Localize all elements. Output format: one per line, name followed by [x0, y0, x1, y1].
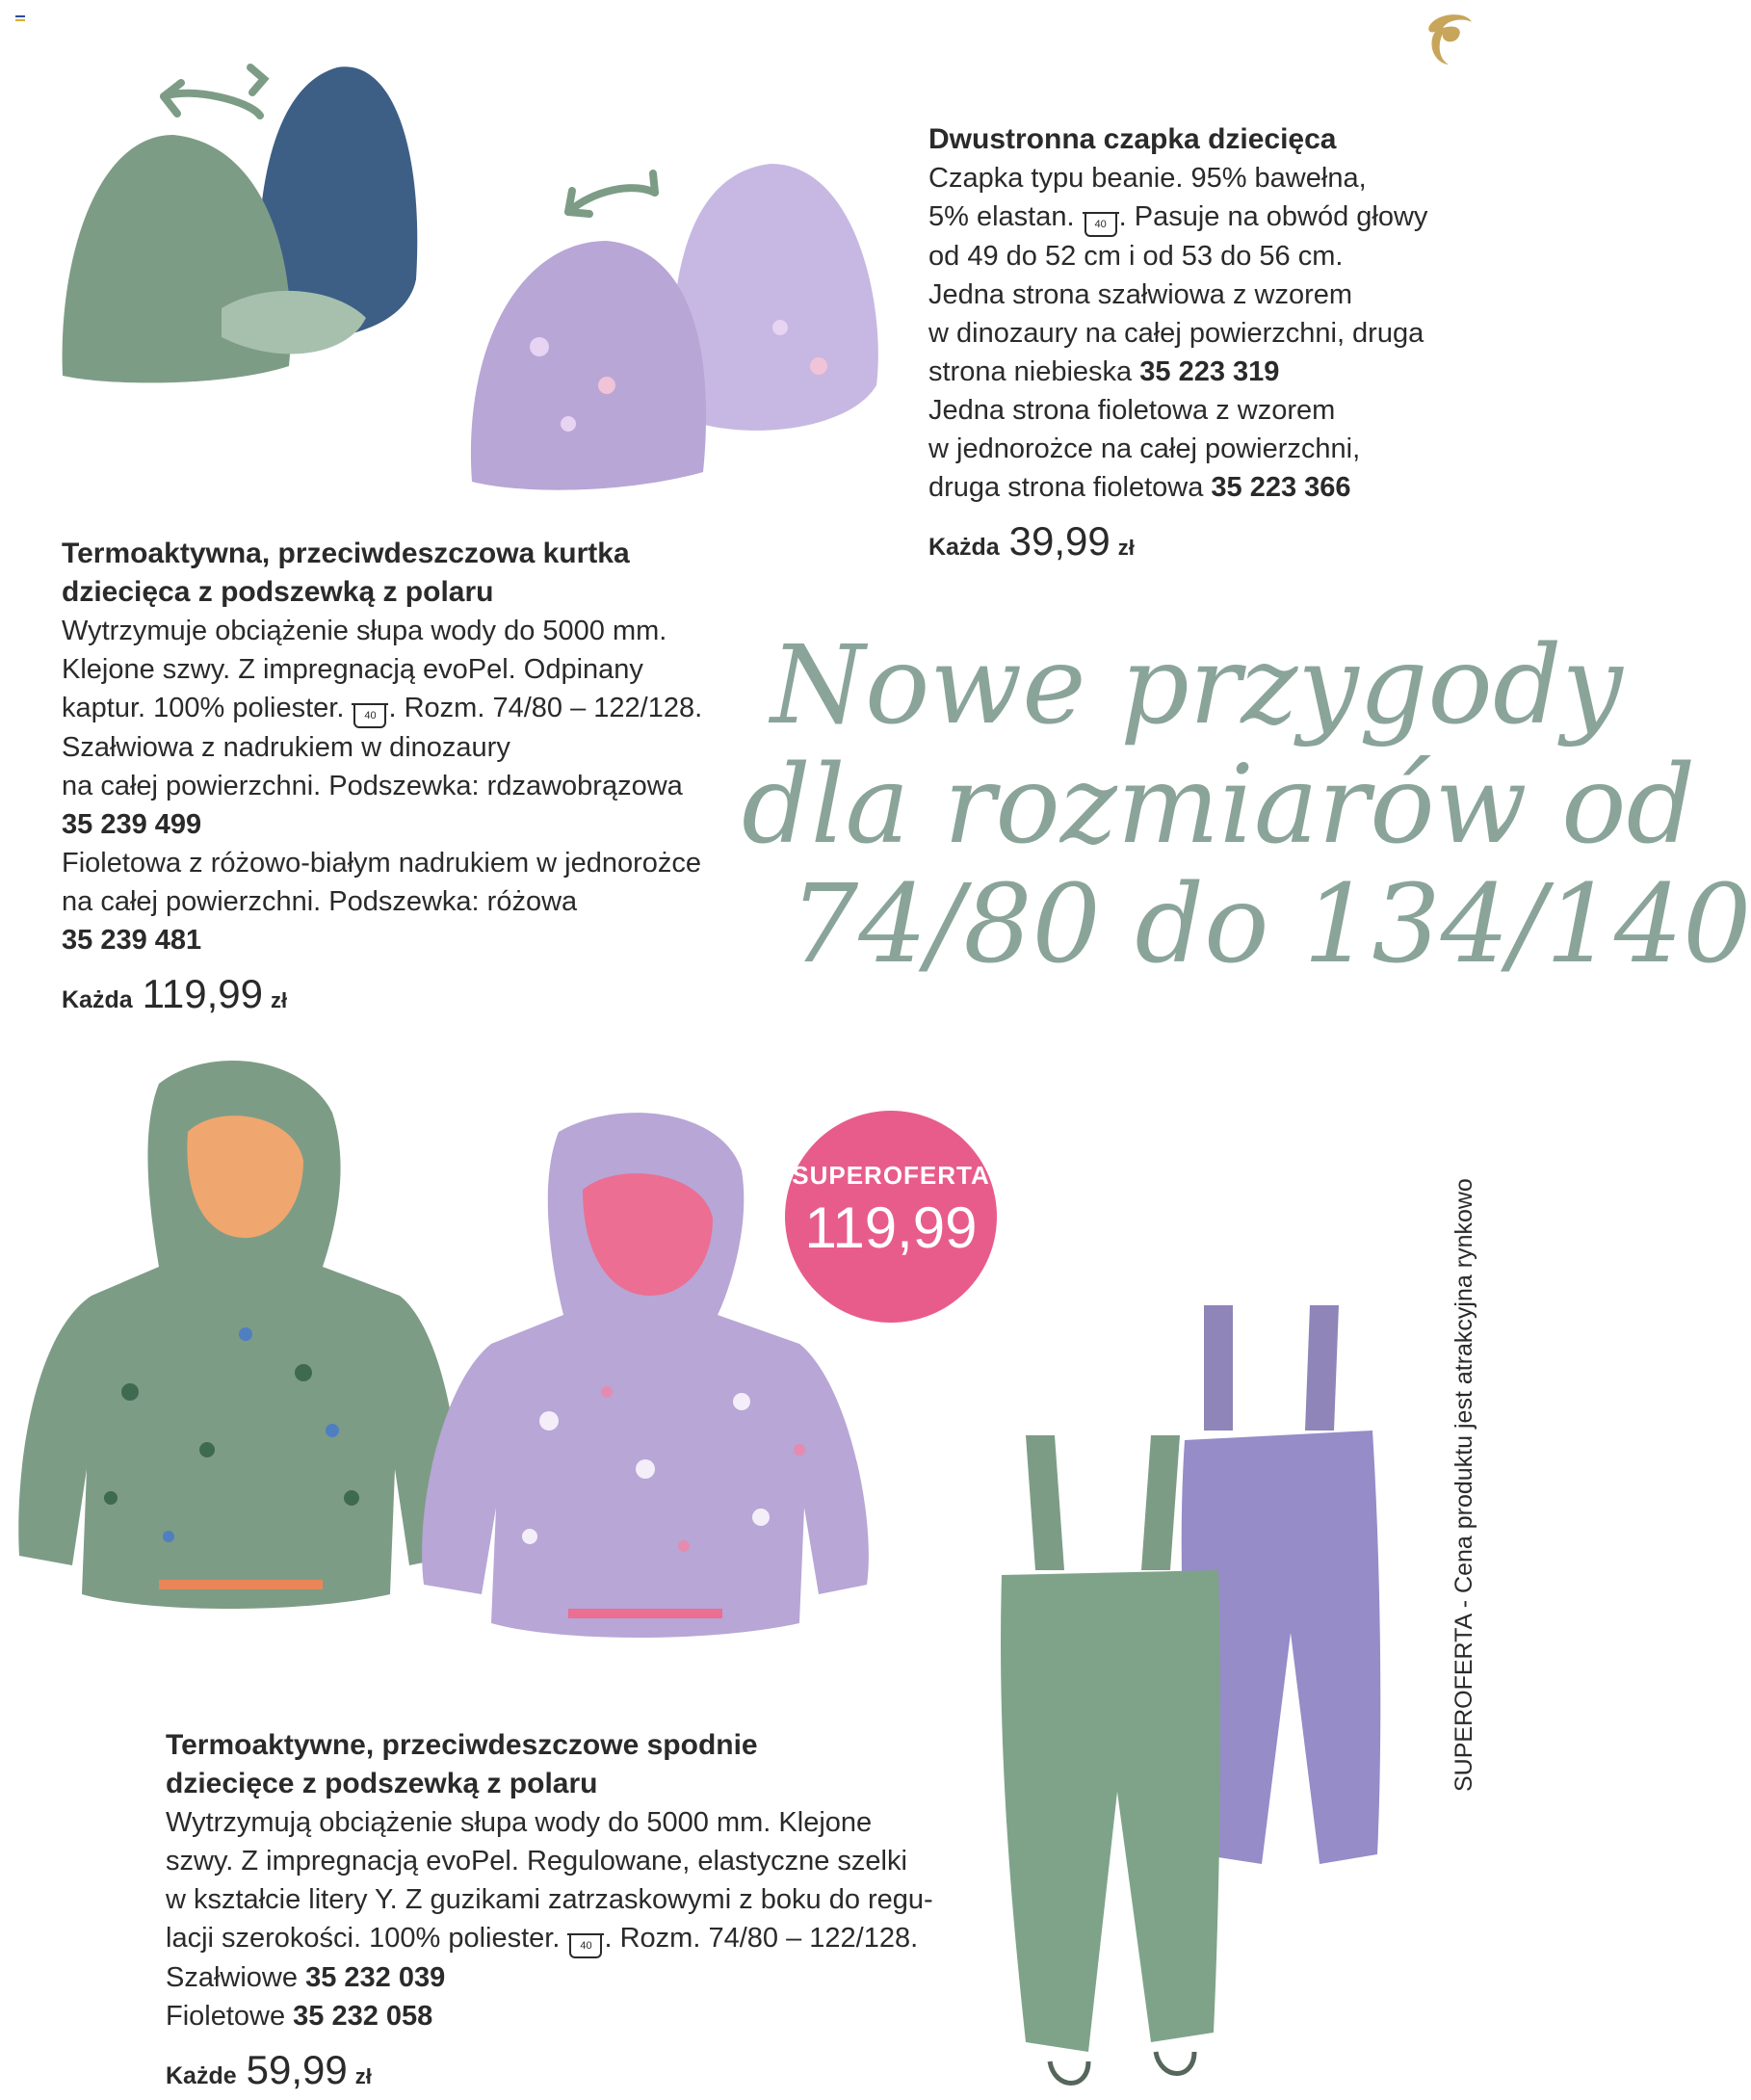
- product-code: 35 223 366: [1211, 472, 1351, 503]
- pants-desc-6: Fioletowe 35 232 058: [166, 2001, 433, 2032]
- hat-price: Każda 39,99 zł: [928, 518, 1135, 564]
- product-code: 35 232 039: [305, 1962, 446, 1993]
- hat-desc-2: 5% elastan. 40 . Pasuje na obwód głowy: [928, 197, 1427, 237]
- hat-desc-4: Jedna strona szałwiowa z wzorem: [928, 279, 1353, 310]
- brand-logo-icon: [1416, 5, 1483, 72]
- pants-desc-4: lacji szerokości. 100% poliester. 40 . Rozm. 74/80 – 122/128.: [166, 1919, 933, 1958]
- hat-desc-1: Czapka typu beanie. 95% bawełna,: [928, 163, 1367, 194]
- product-code: 35 223 319: [1139, 356, 1280, 387]
- jacket-desc-4: Szałwiowa z nadrukiem w dinozaury: [62, 732, 510, 763]
- superoferta-badge: [785, 1111, 997, 1323]
- jacket-price: Każda 119,99 zł: [62, 971, 288, 1016]
- jacket-title-1: Termoaktywna, przeciwdeszczowa kurtka: [62, 538, 630, 569]
- hat-desc-7: Jedna strona fioletowa z wzorem: [928, 395, 1336, 426]
- headline-line-2: dla rozmiarów od: [742, 743, 1696, 868]
- washing-40-icon: 40: [353, 705, 386, 728]
- sage-pants-image: [997, 1426, 1228, 2090]
- jacket-info: [62, 535, 702, 1024]
- jacket-desc-7: na całej powierzchni. Podszewka: różowa: [62, 886, 578, 917]
- pants-desc-2: szwy. Z impregnacją evoPel. Regulowane, elastyczne szelki: [166, 1846, 907, 1877]
- pants-desc-1: Wytrzymują obciążenie słupa wody do 5000 mm. Klejone: [166, 1807, 873, 1838]
- product-code: 35 232 058: [293, 2001, 433, 2032]
- hat-desc-9: druga strona fioletowa 35 223 366: [928, 472, 1351, 503]
- washing-40-icon: 40: [1085, 214, 1117, 237]
- badge-price: 119,99: [804, 1195, 978, 1260]
- jacket-title-2: dziecięca z podszewką z polaru: [62, 576, 494, 608]
- pants-price: Każde 59,99 zł: [166, 2047, 372, 2092]
- jacket-desc-3: kaptur. 100% poliester. 40 . Rozm. 74/80 – 122/128.: [62, 689, 702, 728]
- headline-line-1: Nowe przygody: [771, 623, 1623, 748]
- hat-desc-6: strona niebieska 35 223 319: [928, 356, 1280, 387]
- hat-title: Dwustronna czapka dziecięca: [928, 123, 1337, 155]
- jacket-desc-2: Klejone szwy. Z impregnacją evoPel. Odpinany: [62, 654, 643, 685]
- jacket-code-1: 35 239 499: [62, 809, 202, 840]
- superoferta-note: SUPEROFERTA - Cena produktu jest atrakcyjna rynkowo: [1450, 1178, 1477, 1792]
- sage-blue-hat-image: [58, 48, 424, 395]
- headline: [742, 623, 1751, 987]
- jacket-desc-6: Fioletowa z różowo-białym nadrukiem w jednorożce: [62, 848, 702, 879]
- headline-line-3: 74/80 do 134/140: [790, 862, 1751, 987]
- hat-desc-3: od 49 do 52 cm i od 53 do 56 cm.: [928, 241, 1344, 272]
- washing-40-icon: 40: [569, 1935, 602, 1958]
- lilac-hat-image: [462, 135, 886, 501]
- jacket-code-2: 35 239 481: [62, 925, 202, 956]
- badge-label: SUPEROFERTA: [792, 1161, 990, 1190]
- hat-info: [928, 120, 1427, 571]
- hat-desc-5: w dinozaury na całej powierzchni, druga: [928, 318, 1424, 349]
- pants-desc-5: Szałwiowe 35 232 039: [166, 1962, 446, 1993]
- pants-desc-3: w kształcie litery Y. Z guzikami zatrzaskowymi z boku do regu-: [166, 1884, 933, 1915]
- language-flag-icon: [15, 15, 25, 23]
- pants-info: [166, 1726, 933, 2100]
- jacket-desc-5: na całej powierzchni. Podszewka: rdzawobrązowa: [62, 771, 683, 801]
- pants-title-1: Termoaktywne, przeciwdeszczowe spodnie: [166, 1729, 758, 1761]
- jacket-desc-1: Wytrzymuje obciążenie słupa wody do 5000 mm.: [62, 616, 667, 646]
- pants-title-2: dziecięce z podszewką z polaru: [166, 1768, 598, 1799]
- hat-desc-8: w jednorożce na całej powierzchni,: [928, 433, 1361, 464]
